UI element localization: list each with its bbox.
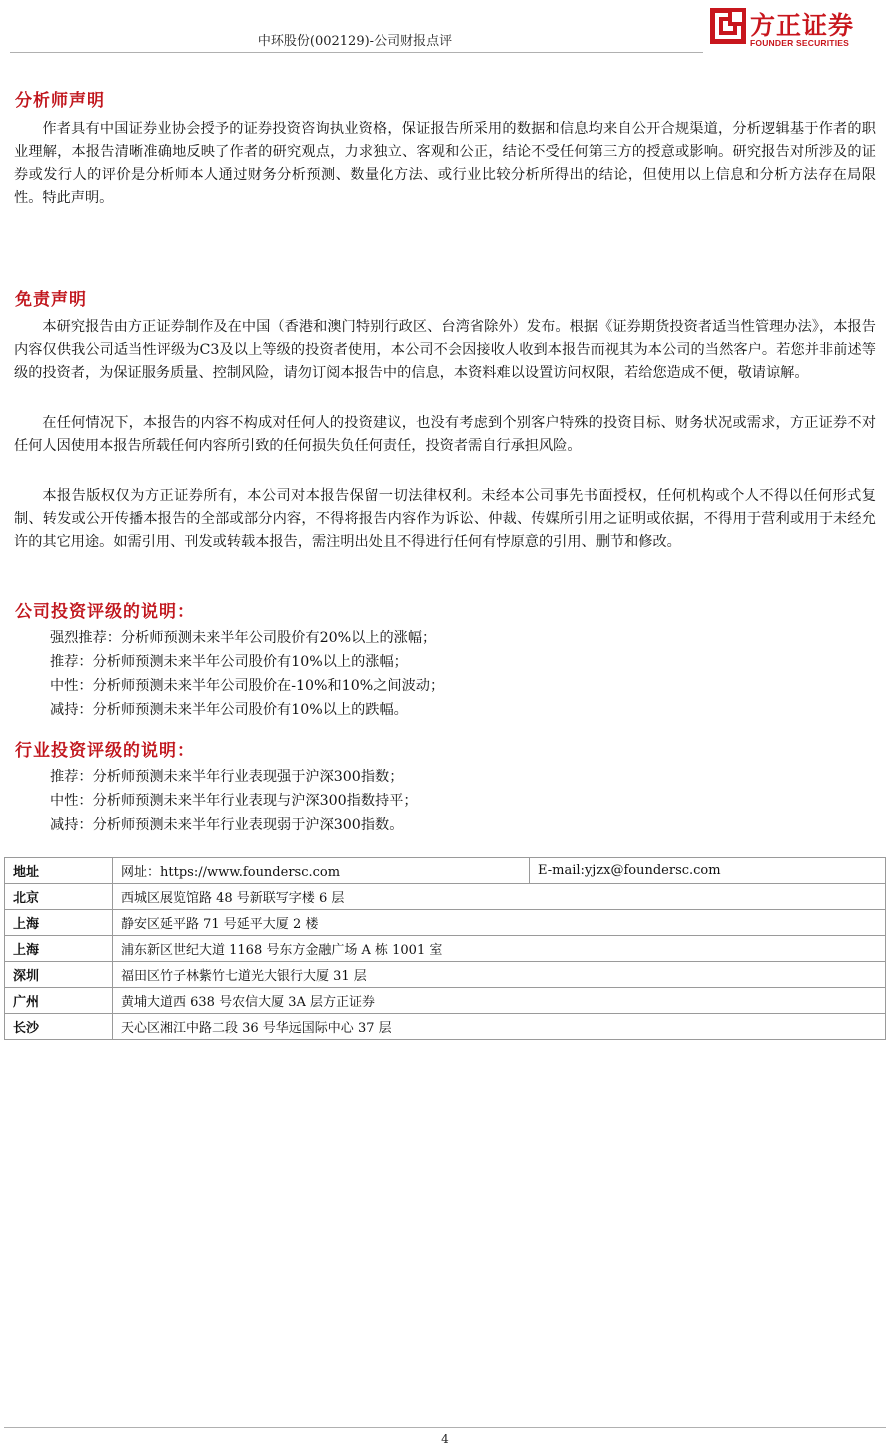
disclaimer-title: 免责声明: [15, 290, 87, 310]
founder-logo-icon: [710, 8, 746, 44]
table-row: [5, 1014, 886, 1040]
industry-rating-item: 中性：分析师预测未来半年行业表现与沪深300指数持平；: [50, 793, 418, 809]
city-cell: 广州: [5, 988, 113, 1014]
table-row: [5, 988, 886, 1014]
table-row: [5, 936, 886, 962]
address-cell: 福田区竹子林紫竹七道光大银行大厦 31 层: [113, 962, 886, 988]
page-number: 4: [441, 1432, 449, 1446]
address-cell: 浦东新区世纪大道 1168 号东方金融广场 A 栋 1001 室: [113, 936, 886, 962]
report-title: 中环股份(002129)-公司财报点评: [257, 34, 453, 49]
email-cell: E-mail:yjzx@foundersc.com: [530, 858, 886, 884]
analyst-statement-paragraph: 作者具有中国证券业协会授予的证券投资咨询执业资格，保证报告所采用的数据和信息均来自公开合规渠道，分析逻辑基于作者的职业理解，本报告清晰准确地反映了作者的研究观点，力求独立、客观和公正，结论不受任何第三方的授意或影响。研究报告对所涉及的证券或发行人的评价是分析师本人通过财务分析预测、数量化方法、或行业比较分析所得出的结论，但使用以上信息和分析方法存在局限性。特此声明。: [14, 121, 876, 206]
company-rating-item: 推荐：分析师预测未来半年公司股价有10%以上的涨幅；: [50, 654, 408, 670]
address-cell: 黄埔大道西 638 号农信大厦 3A 层方正证券: [113, 988, 886, 1014]
footer-divider: [4, 1427, 886, 1428]
table-row: [5, 910, 886, 936]
industry-rating-item: 推荐：分析师预测未来半年行业表现强于沪深300指数；: [50, 769, 404, 785]
city-cell: 长沙: [5, 1014, 113, 1040]
logo-english-name: FOUNDER SECURITIES: [750, 38, 849, 48]
city-cell: 北京: [5, 884, 113, 910]
analyst-statement-title: 分析师声明: [15, 91, 105, 111]
table-header-row: [5, 858, 886, 884]
address-label: 地址: [5, 858, 113, 884]
city-cell: 深圳: [5, 962, 113, 988]
city-cell: 上海: [5, 936, 113, 962]
table-row: [5, 884, 886, 910]
table-row: [5, 962, 886, 988]
address-cell: 西城区展览馆路 48 号新联写字楼 6 层: [113, 884, 886, 910]
header-divider: [10, 52, 703, 53]
company-rating-item: 减持：分析师预测未来半年公司股价有10%以上的跌幅。: [50, 702, 408, 718]
page-header: [10, 0, 880, 56]
website-cell: 网址：https://www.foundersc.com: [113, 858, 530, 884]
founder-securities-logo: [710, 6, 875, 50]
disclaimer-paragraph: 本报告版权仅为方正证券所有，本公司对本报告保留一切法律权利。未经本公司事先书面授权，任何机构或个人不得以任何形式复制、转发或公开传播本报告的全部或部分内容，不得将报告内容作为诉讼、仲裁、传媒所引用之证明或依据，不得用于营利或用于未经允许的其它用途。如需引用、刊发或转载本报告，需注明出处且不得进行任何有悖原意的引用、删节和修改。: [14, 488, 876, 550]
address-cell: 天心区湘江中路二段 36 号华远国际中心 37 层: [113, 1014, 886, 1040]
company-rating-item: 中性：分析师预测未来半年公司股价在-10%和10%之间波动；: [50, 678, 445, 694]
company-rating-item: 强烈推荐：分析师预测未来半年公司股价有20%以上的涨幅；: [50, 630, 437, 646]
disclaimer-paragraph: 在任何情况下，本报告的内容不构成对任何人的投资建议，也没有考虑到个别客户特殊的投资目标、财务状况或需求，方正证券不对任何人因使用本报告所载任何内容所引致的任何损失负任何责任，投资者需自行承担风险。: [14, 415, 876, 454]
city-cell: 上海: [5, 910, 113, 936]
industry-rating-item: 减持：分析师预测未来半年行业表现弱于沪深300指数。: [50, 817, 404, 833]
address-cell: 静安区延平路 71 号延平大厦 2 楼: [113, 910, 886, 936]
office-address-table: [4, 857, 886, 1040]
company-rating-title: 公司投资评级的说明：: [15, 602, 195, 622]
disclaimer-paragraph: 本研究报告由方正证券制作及在中国（香港和澳门特别行政区、台湾省除外）发布。根据《证券期货投资者适当性管理办法》，本报告内容仅供我公司适当性评级为C3及以上等级的投资者使用，本公司不会因接收人收到本报告而视其为本公司的当然客户。若您并非前述等级的投资者，为保证服务质量、控制风险，请勿订阅本报告中的信息，本资料难以设置访问权限，若给您造成不便，敬请谅解。: [14, 319, 876, 381]
industry-rating-title: 行业投资评级的说明：: [15, 741, 195, 761]
logo-chinese-name: 方正证券: [750, 11, 855, 40]
